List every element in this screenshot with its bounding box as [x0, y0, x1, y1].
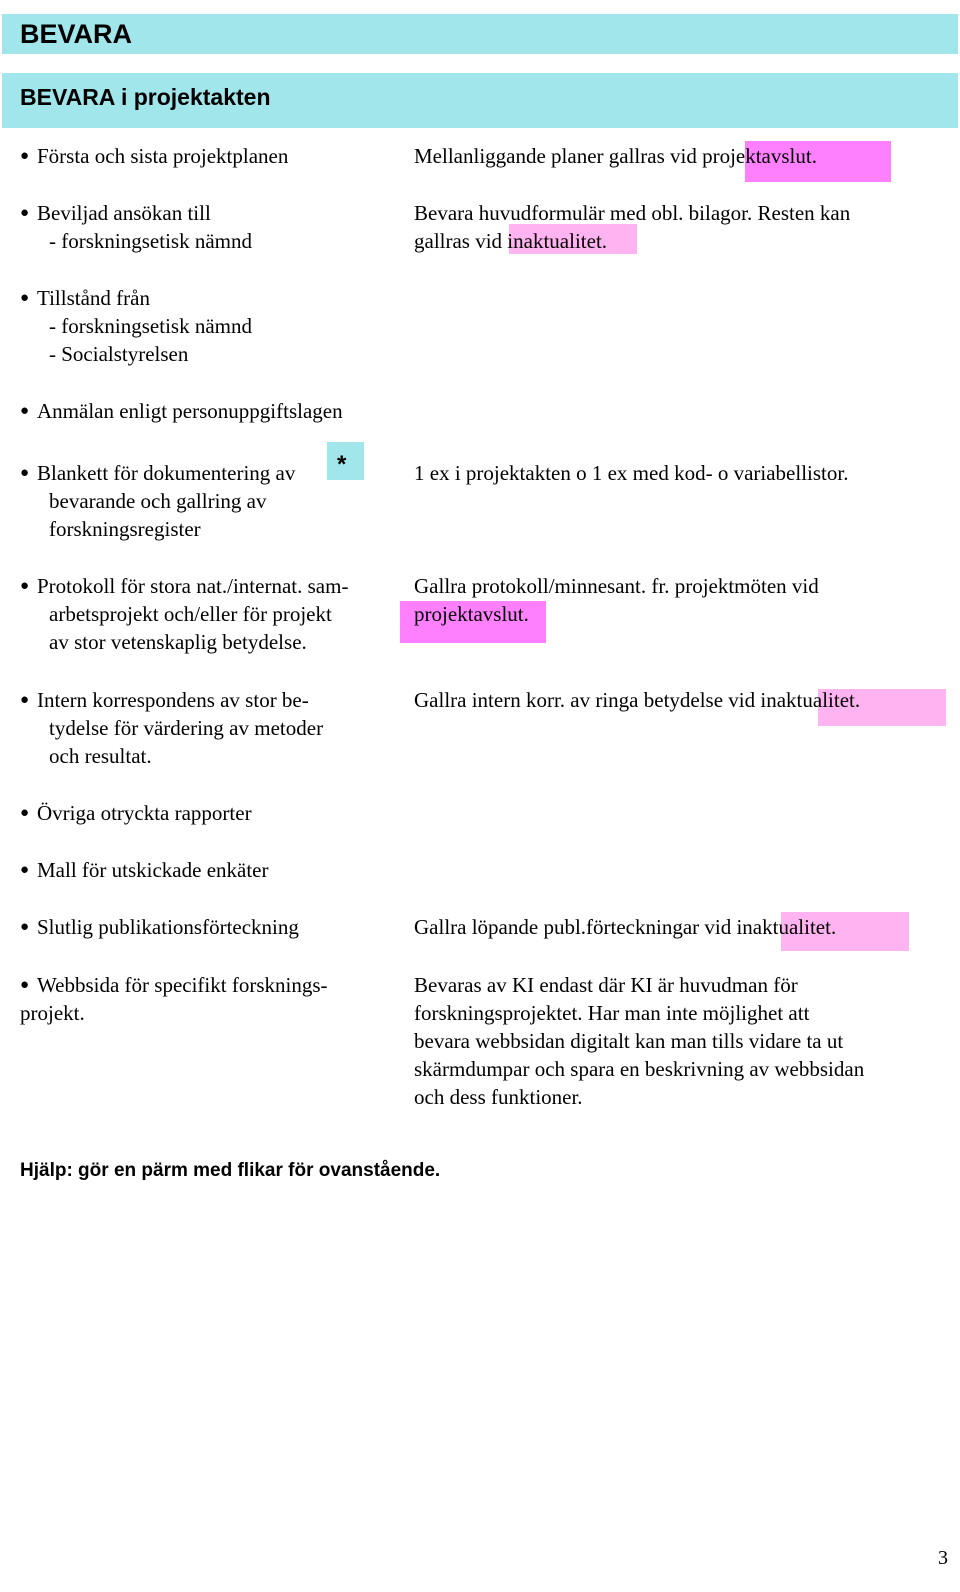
bullet-icon: ● — [20, 919, 30, 935]
list-item-line: projekt. — [20, 1001, 85, 1025]
list-note: Bevaras av KI endast där KI är huvudman för — [414, 973, 798, 997]
list-note: Mellanliggande planer gallras vid projektavslut. — [414, 144, 817, 168]
list-item-line: - forskningsetisk nämnd — [49, 229, 252, 253]
list-note: Gallra löpande publ.förteckningar vid inaktualitet. — [414, 915, 837, 939]
page-title: BEVARA — [20, 19, 133, 49]
subtitle-band — [2, 73, 958, 128]
list-item-line: - forskningsetisk nämnd — [49, 314, 252, 338]
list-item-line: av stor vetenskaplig betydelse. — [49, 630, 307, 654]
section-title: BEVARA i projektakten — [20, 84, 271, 110]
list-item: Övriga otryckta rapporter — [37, 801, 252, 825]
list-item: Anmälan enligt personuppgiftslagen — [37, 399, 343, 423]
bullet-icon: ● — [20, 805, 30, 821]
list-note: Gallra protokoll/minnesant. fr. projektmöten vid — [414, 574, 819, 598]
list-item: Protokoll för stora nat./internat. sam- — [37, 574, 349, 598]
list-note-line: projektavslut. — [414, 602, 529, 626]
list-note: 1 ex i projektakten o 1 ex med kod- o variabellistor. — [414, 461, 849, 485]
list-item: Webbsida för specifikt forsknings- — [37, 973, 328, 997]
bullet-icon: ● — [20, 977, 30, 993]
list-item-line: och resultat. — [49, 744, 152, 768]
list-item-line: forskningsregister — [49, 517, 201, 541]
list-item: Blankett för dokumentering av — [37, 461, 296, 485]
bullet-icon: ● — [20, 692, 30, 708]
bullet-icon: ● — [20, 148, 30, 164]
bullet-icon: ● — [20, 290, 30, 306]
bullet-icon: ● — [20, 578, 30, 594]
page-number: 3 — [938, 1547, 948, 1569]
list-item: Första och sista projektplanen — [37, 144, 289, 168]
list-note: Gallra intern korr. av ringa betydelse vid inaktualitet. — [414, 688, 861, 712]
bullet-icon: ● — [20, 465, 30, 481]
list-item: Intern korrespondens av stor be- — [37, 688, 309, 712]
title-band — [2, 14, 958, 54]
list-item: Tillstånd från — [37, 286, 150, 310]
bullet-icon: ● — [20, 403, 30, 419]
list-item-line: - Socialstyrelsen — [49, 342, 189, 366]
list-item: Beviljad ansökan till — [37, 201, 211, 225]
list-note-line: forskningsprojektet. Har man inte möjlighet att — [414, 1001, 810, 1025]
help-note: Hjälp: gör en pärm med flikar för ovanstående. — [20, 1160, 441, 1181]
list-note-line: skärmdumpar och spara en beskrivning av webbsidan — [414, 1057, 865, 1081]
list-note-line: bevara webbsidan digitalt kan man tills vidare ta ut — [414, 1029, 844, 1053]
bullet-icon: ● — [20, 862, 30, 878]
list-item: Slutlig publikationsförteckning — [37, 915, 299, 939]
list-item: Mall för utskickade enkäter — [37, 858, 269, 882]
list-item-line: bevarande och gallring av — [49, 489, 267, 513]
list-note-line: och dess funktioner. — [414, 1085, 583, 1109]
bullet-icon: ● — [20, 205, 30, 221]
list-note-line: gallras vid inaktualitet. — [414, 229, 608, 253]
list-note: Bevara huvudformulär med obl. bilagor. Resten kan — [414, 201, 851, 225]
asterisk-marker: * — [337, 451, 347, 478]
list-item-line: tydelse för värdering av metoder — [49, 716, 324, 740]
list-item-line: arbetsprojekt och/eller för projekt — [49, 602, 332, 626]
